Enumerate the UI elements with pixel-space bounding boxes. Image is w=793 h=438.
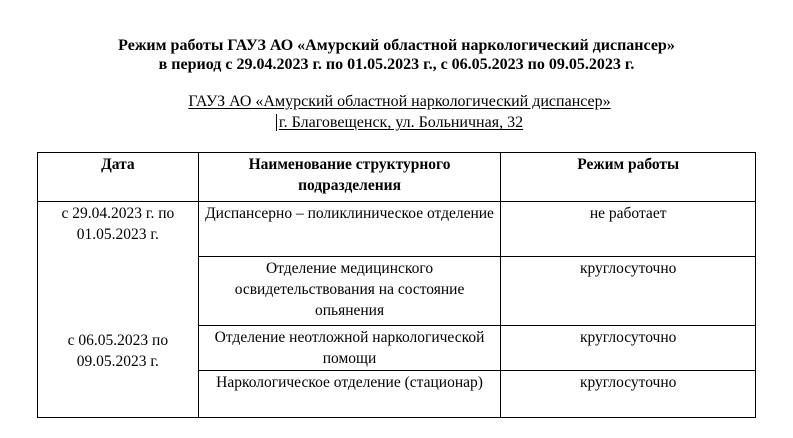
mode-cell: круглосуточно	[501, 257, 756, 326]
column-header-date: Дата	[38, 153, 199, 202]
date-range-1: с 29.04.2023 г. по 01.05.2023 г.	[61, 205, 175, 243]
organization-name	[3, 91, 793, 112]
date-cell	[38, 202, 199, 418]
page-title-line-2: в период с 29.04.2023 г. по 01.05.2023 г., с 06.05.2023 по 09.05.2023 г.	[158, 56, 635, 73]
mode-cell: не работает	[501, 202, 756, 257]
page-title-line-1: Режим работы ГАУЗ АО «Амурский областной наркологический диспансер»	[118, 37, 675, 54]
organization-name-text: ГАУЗ АО «Амурский областной наркологический диспансер»	[188, 93, 611, 110]
date-range-2: с 06.05.2023 по 09.05.2023 г.	[67, 332, 169, 370]
schedule-table	[37, 152, 756, 418]
department-cell: Наркологическое отделение (стационар)	[198, 371, 501, 418]
column-header-department: Наименование структурного подразделения	[198, 153, 501, 202]
department-cell: Отделение медицинского освидетельствования на состояние опьянения	[198, 257, 501, 326]
mode-cell: круглосуточно	[501, 371, 756, 418]
department-cell: Диспансерно – поликлиническое отделение	[198, 202, 501, 257]
column-header-mode: Режим работы	[501, 153, 756, 202]
organization-address-text: г. Благовещенск, ул. Больничная, 32	[276, 114, 523, 131]
table-header-row	[38, 153, 756, 202]
mode-cell: круглосуточно	[501, 326, 756, 371]
department-cell: Отделение неотложной наркологической помощи	[198, 326, 501, 371]
table-row	[38, 202, 756, 257]
organization-address	[3, 112, 793, 133]
